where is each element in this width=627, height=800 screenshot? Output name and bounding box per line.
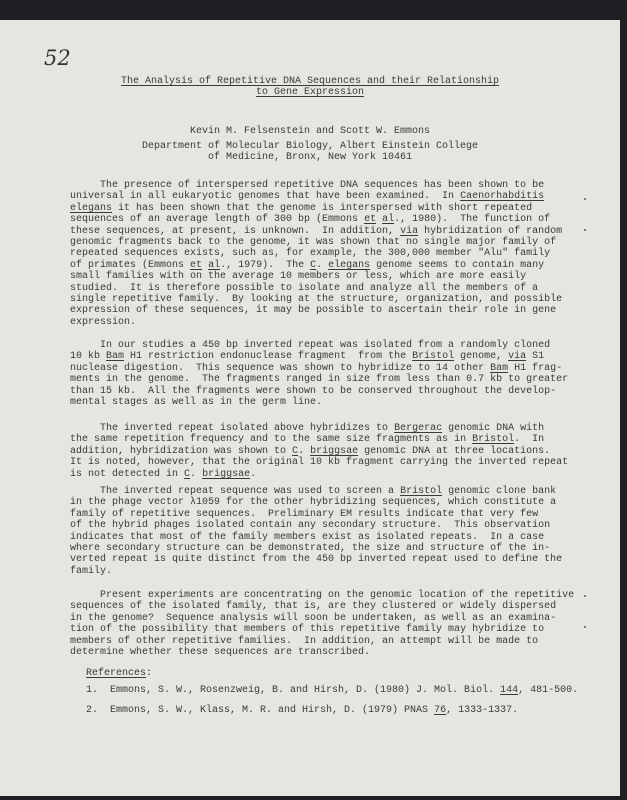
- text-segment: in the genome? Sequence analysis will soon be undertaken, as well as an examina-: [70, 612, 557, 624]
- text-segment: determine whether these sequences are transcribed.: [70, 647, 371, 659]
- text-line: [70, 423, 568, 434]
- text-segment: genome seems to contain many: [370, 259, 545, 271]
- handwritten-page-number: 52: [44, 46, 71, 70]
- text-segment: the same repetition frequency and to the same size fragments as in: [70, 434, 473, 446]
- underlined-text: to Gene Expression: [255, 87, 365, 99]
- underlined-text: C: [184, 468, 191, 480]
- document-title: [60, 76, 560, 99]
- text-line: [70, 397, 568, 408]
- underlined-text: elegans: [328, 259, 371, 271]
- text-segment: H1 frag-: [508, 362, 563, 374]
- text-segment: single repetitive family. By looking at the structure, organization, and possible: [70, 294, 563, 306]
- text-segment: addition, hybridization was shown to: [70, 445, 293, 457]
- text-line: [70, 613, 574, 624]
- text-segment: The inverted repeat sequence was used to screen a: [70, 486, 401, 497]
- text-line: [70, 457, 568, 468]
- paragraph-4: [70, 486, 562, 577]
- text-segment: is not detected in: [70, 468, 185, 480]
- text-line: [70, 260, 562, 271]
- text-segment: , 1333-1337.: [446, 705, 519, 716]
- text-line: [70, 363, 568, 374]
- text-segment: The presence of interspersed repetitive DNA sequences has been shown to be: [70, 180, 545, 191]
- text-segment: mental stages as well as in the germ line.: [70, 397, 323, 409]
- document-page: [0, 20, 620, 796]
- text-line: [70, 636, 574, 647]
- underlined-text: The Analysis of Repetitive DNA Sequences and their Relationship: [120, 76, 500, 87]
- text-segment: ., 1980). The function of: [394, 214, 551, 226]
- text-line: [86, 705, 518, 716]
- margin-mark: [584, 198, 586, 200]
- text-line: [70, 374, 568, 385]
- underlined-text: via: [508, 351, 527, 363]
- text-segment: genome,: [454, 351, 509, 363]
- underlined-text: Caenorhabditis: [460, 191, 545, 203]
- text-line: [70, 647, 574, 658]
- text-line: [70, 469, 568, 480]
- reference-2: [86, 705, 518, 716]
- text-line: [70, 624, 574, 635]
- text-segment: genomic fragments back to the genome, it was shown that no single major family of: [70, 237, 557, 249]
- text-segment: 2. Emmons, S. W., Klass, M. R. and Hirsh, D. (1979) PNAS: [86, 705, 435, 716]
- text-segment: of primates (Emmons: [70, 259, 191, 271]
- text-segment: :: [146, 668, 153, 679]
- text-line: [70, 566, 562, 577]
- text-line: [60, 152, 560, 163]
- text-segment: S1: [526, 351, 545, 363]
- text-segment: .: [190, 468, 203, 480]
- underlined-text: 144: [500, 685, 519, 696]
- text-segment: nuclease digestion. This sequence was shown to hybridize to 14 other: [70, 362, 491, 374]
- text-segment: indicates that most of the family members exist as isolated repeats. In a case: [70, 531, 545, 543]
- text-line: [70, 446, 568, 457]
- text-segment: ., 1979). The: [220, 259, 311, 271]
- text-line: [70, 294, 562, 305]
- text-line: [70, 248, 562, 259]
- text-line: [70, 509, 562, 520]
- text-segment: , 481-500.: [518, 685, 579, 696]
- text-segment: 1. Emmons, S. W., Rosenzweig, B. and Hirsh, D. (1980) J. Mol. Biol.: [86, 685, 501, 696]
- text-segment: It is noted, however, that the original 10 kb fragment carrying the inverted repeat: [70, 457, 569, 469]
- reference-1: [86, 685, 578, 696]
- text-line: [70, 214, 562, 225]
- text-segment: .: [316, 259, 329, 271]
- paragraph-3: [70, 423, 568, 480]
- text-segment: The inverted repeat isolated above hybridizes to: [70, 423, 395, 434]
- text-line: [70, 590, 574, 601]
- text-segment: ments in the genome. The fragments ranged in size from less than 0.7 kb to greater: [70, 374, 569, 386]
- text-segment: family of repetitive sequences. Preliminary EM results indicate that very few: [70, 508, 539, 520]
- underlined-text: al: [208, 259, 221, 271]
- margin-mark: [584, 626, 586, 628]
- text-line: [60, 76, 560, 87]
- underlined-text: Bam: [106, 351, 125, 363]
- text-line: [70, 317, 562, 328]
- paragraph-2: [70, 340, 568, 408]
- text-segment: Department of Molecular Biology, Albert Einstein College: [141, 141, 479, 152]
- text-segment: in the phage vector λ1059 for the other hybridizing sequences, which constitute a: [70, 497, 557, 509]
- underlined-text: References: [86, 668, 147, 679]
- text-line: [70, 554, 562, 565]
- text-segment: verted repeat is quite distinct from the 450 bp inverted repeat used to define the: [70, 554, 563, 566]
- underlined-text: et: [190, 259, 203, 271]
- text-line: [70, 340, 568, 351]
- references-heading: [86, 668, 152, 679]
- text-segment: .: [250, 468, 257, 480]
- text-segment: universal in all eukaryotic genomes that have been examined. In: [70, 191, 461, 203]
- text-segment: of Medicine, Bronx, New York 10461: [207, 152, 413, 164]
- margin-mark: [584, 595, 586, 597]
- text-segment: .: [298, 445, 311, 457]
- underlined-text: al: [382, 214, 395, 226]
- underlined-text: C: [292, 445, 299, 457]
- underlined-text: briggsae: [202, 468, 251, 480]
- underlined-text: 76: [434, 705, 447, 716]
- text-line: [70, 237, 562, 248]
- text-segment: expression.: [70, 316, 137, 328]
- text-line: [70, 191, 562, 202]
- text-segment: Present experiments are concentrating on the genomic location of the repetitive: [70, 590, 575, 601]
- text-line: [70, 226, 562, 237]
- text-segment: tion of the possibility that members of this repetitive family may hybridize to: [70, 624, 545, 636]
- text-line: [70, 434, 568, 445]
- underlined-text: Bristol: [400, 486, 443, 497]
- text-line: [70, 601, 574, 612]
- text-line: [70, 180, 562, 191]
- text-segment: repeated sequences exists, such as, for example, the 300,000 member "Alu" family: [70, 248, 551, 260]
- text-line: [86, 685, 578, 696]
- text-segment: In our studies a 450 bp inverted repeat was isolated from a randomly cloned: [70, 340, 551, 351]
- text-segment: expression of these sequences, it may be possible to ascertain their role in gene: [70, 305, 557, 317]
- text-line: [70, 386, 568, 397]
- text-segment: of the hybrid phages isolated contain any secondary structure. This observation: [70, 520, 551, 532]
- text-line: [70, 305, 562, 316]
- text-segment: H1 restriction endonuclease fragment from the: [124, 351, 413, 363]
- text-line: [70, 351, 568, 362]
- text-segment: 10 kb: [70, 351, 107, 363]
- text-segment: genomic DNA with: [442, 423, 545, 434]
- text-line: [70, 497, 562, 508]
- text-line: [70, 271, 562, 282]
- paragraph-1: [70, 180, 562, 328]
- underlined-text: et: [364, 214, 377, 226]
- text-segment: it has been shown that the genome is interspersed with short repeated: [112, 202, 533, 214]
- text-segment: sequences of an average length of 300 bp (Emmons: [70, 214, 365, 226]
- margin-mark: [584, 229, 586, 231]
- underlined-text: Bergerac: [394, 423, 443, 434]
- text-segment: hybridization of random: [418, 225, 563, 237]
- underlined-text: Bam: [490, 362, 509, 374]
- text-segment: studied. It is therefore possible to isolate and analyze all the members of a: [70, 282, 539, 294]
- text-line: [60, 141, 560, 152]
- authors: Kevin M. Felsenstein and Scott W. Emmons: [189, 126, 431, 137]
- text-segment: where secondary structure can be demonstrated, the size and structure of the in-: [70, 543, 551, 555]
- text-line: [70, 283, 562, 294]
- text-line: [70, 532, 562, 543]
- text-segment: members of other repetitive families. In addition, an attempt will be made to: [70, 635, 539, 647]
- text-segment: small families with on the average 10 members or less, which are more easily: [70, 271, 527, 283]
- text-segment: . In: [514, 434, 545, 446]
- text-segment: than 15 kb. All the fragments were shown to be conserved throughout the develop-: [70, 385, 557, 397]
- underlined-text: C: [310, 259, 317, 271]
- underlined-text: Bristol: [412, 351, 455, 363]
- text-line: [60, 87, 560, 98]
- text-segment: family.: [70, 565, 113, 577]
- text-segment: genomic clone bank: [442, 486, 557, 497]
- text-line: [70, 520, 562, 531]
- text-line: [86, 668, 152, 679]
- text-segment: genomic DNA at three locations.: [358, 445, 551, 457]
- text-line: [70, 203, 562, 214]
- underlined-text: Bristol: [472, 434, 515, 446]
- underlined-text: elegans: [70, 202, 113, 214]
- text-line: [70, 543, 562, 554]
- underlined-text: via: [400, 225, 419, 237]
- affiliation: [60, 141, 560, 164]
- paragraph-5: [70, 590, 574, 658]
- text-line: [70, 486, 562, 497]
- underlined-text: briggsae: [310, 445, 359, 457]
- text-segment: sequences of the isolated family, that is, are they clustered or widely dispersed: [70, 601, 557, 613]
- text-segment: these sequences, at present, is unknown. In addition,: [70, 225, 401, 237]
